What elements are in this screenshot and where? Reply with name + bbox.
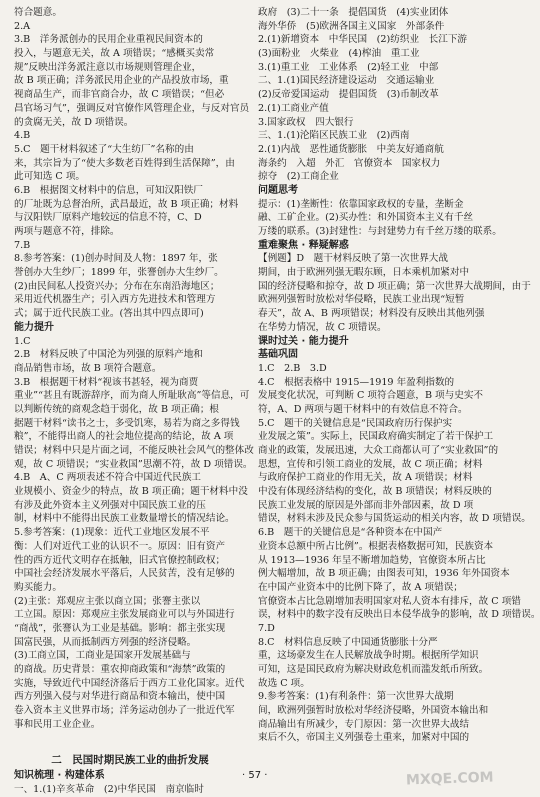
left-col-line: 衡：人们对近代工业的认识不一。原因：旧有资产 (14, 540, 226, 552)
right-col-line: 商业的政策，发展迅速，大众工商都认可了“实业救国”的 (258, 445, 499, 456)
right-col-line: 海外华侨 (5)欧洲各国主义国家 外部条件 (258, 20, 445, 32)
left-col-line: 符合题意。 (14, 7, 62, 18)
left-col-line: “商战”，张謇认为工业是基础。影响：都主张实现 (14, 622, 226, 634)
left-col-line: 的厂址既为总督治所，武昌最近，故 B 项正确；材料 (14, 198, 239, 210)
left-col-line: 能力提升 (14, 321, 54, 333)
right-col-line: 重，这场豪发生在人民解放战争时期。根据所学知识 (258, 650, 479, 662)
right-col-line: 8.C 材料信息反映了中国通货膨胀十分严 (258, 636, 438, 648)
left-col-line: 制，材料中不能得出民族工业数量增长的情况结论。 (14, 513, 235, 525)
right-col-line: 4.C 根据表格中 1915—1919 年盈利指数的 (258, 376, 455, 388)
right-column (258, 6, 540, 745)
right-col-line: 在华势力情况，故 C 项错误。 (258, 321, 387, 333)
page-number: · 57 · (242, 770, 268, 781)
left-col-line: 知识梳理 · 构建体系 (14, 770, 105, 782)
right-col-line: 间，欧洲列强暂时放松对华经济侵略，外国资本输出和 (258, 705, 489, 717)
right-col-line: 期间，由于欧洲列强无暇东顾，日本乘机加紧对中 (258, 267, 470, 279)
left-col-line: (3)工商立国，工商业是国家开发展基础与 (14, 650, 191, 662)
right-col-line: 政府 (3)二十一条 提倡国货 (4)实业团体 (258, 7, 449, 18)
left-col-line: 的贪腐无关，故 D 项错误。 (14, 116, 134, 128)
right-col-line: 三、1.(1)沦陷区民族工业 (2)西南 (258, 130, 410, 142)
left-col-line: 5.参考答案：(1)现象：近代工业地区发展不平 (14, 527, 210, 539)
left-col-line: 的商战。历史背景：重农抑商政策和“海禁”政策的 (14, 664, 226, 675)
left-col-line: 1.C (14, 335, 31, 347)
right-col-line: 1.C 2.B 3.D (258, 362, 327, 374)
right-col-line: 欧洲列强暂时放松对华侵略，民族工业出现“短暂 (258, 294, 465, 306)
left-col-line: 2.B 材料反映了中国沦为列强的原料产地和 (14, 349, 203, 361)
left-col-line: 国富民强，从而抵制西方列强的经济侵略。 (14, 636, 197, 648)
left-col-line: 2.A (14, 20, 31, 32)
right-col-line: 思想，宣传和引领工商业的发展，故 C 项正确；材料 (258, 458, 483, 470)
right-col-line: 符，A、D 两项与题干材料中的有效信息不符合。 (258, 403, 468, 415)
left-col-line: 6.B 根据图文材料中的信息，可知汉阳铁厂 (14, 184, 203, 196)
left-col-line: 以判断传统的商观念趋于弱化，故 B 项正确；根 (14, 403, 220, 415)
left-col-line: 中国社会经济发展水平落后，人民贫苦，没有足够的 (14, 568, 235, 580)
left-col-line: 3.B 洋务派创办的民用企业重视民间资本的 (14, 34, 203, 46)
left-col-line: 二 民国时期民族工业的曲折发展 (51, 754, 209, 767)
left-col-line: 采用近代机器生产；引入西方先进技术和管理方 (14, 294, 216, 306)
right-col-line: 2.(1)新增资本 中华民国 (2)纺织业 长江下游 (258, 34, 468, 46)
right-col-line: 商品输出有所减少，专门原因：第一次世界大战结 (258, 718, 470, 730)
right-col-line: 业发展之策”。实际上，民国政府确实制定了若干保护工 (258, 431, 494, 443)
left-col-line: 5.C 题干材料叙述了“大生纺厂”名称的由 (14, 143, 194, 155)
right-col-line: 海条约 入超 外汇 官僚资本 国家权力 (258, 157, 441, 169)
left-col-line: 来，其宗旨为了“使大多数老百姓得到生活保障”，由 (14, 157, 235, 169)
right-col-line: 2.(1)内战 恶性通货膨胀 中美友好通商航 (258, 143, 444, 155)
left-col-line: 商品销售市场，故 B 项符合题意。 (14, 362, 162, 374)
left-col-line: 实施，导致近代中国经济落后于西方工业化国家。近代 (14, 677, 245, 689)
left-col-line: 工立国。原因：郑观应主张发展商业可以与外国进行 (14, 609, 235, 621)
left-col-line: 观，故 C 项错误；“实业救国”思潮不符，故 D 项错误。 (14, 458, 253, 470)
right-col-line: (2)反帝爱国运动 提倡国货 (3)币制改革 (258, 89, 439, 101)
right-col-line: 【例题】D 题干材料反映了第一次世界大战 (258, 253, 448, 265)
right-col-line: 可知，这是国民政府为解决财政危机而滥发纸币所致。 (258, 664, 489, 675)
watermark-logo: MXQE.COM (406, 769, 495, 789)
right-col-line: 5.C 题干的关键信息是“民国政府历行保护实 (258, 417, 453, 429)
right-col-line: 错误，材料未涉及民众参与国货运动的相关内容，故 D 项错误。 (258, 513, 531, 525)
right-col-line: 在中国产业资本中的比例下降了，故 A 项错误； (258, 581, 463, 593)
left-col-line: 购买能力。 (14, 581, 62, 593)
left-col-line: (2)主张：郑观应主张以商立国；张謇主张以 (14, 595, 201, 607)
right-col-line: 误，材料中的数字没有反映出日本侵华战争的影响，故 D 项错误。 (258, 609, 540, 621)
right-col-line: 6.B 题干的关键信息是“各种资本在中国产 (258, 527, 443, 539)
left-col-line: 事和民用工业企业。 (14, 718, 101, 730)
right-col-line: 融、工矿企业。(2)买办性：和外国资本主义有千丝 (258, 212, 474, 224)
right-col-line: 课时过关 · 能力提升 (258, 335, 349, 347)
right-col-line: 民族工业发展的原因是外部而非外部因素，故 D 项 (258, 499, 474, 511)
left-col-line: 与汉阳铁厂原料产地较远的信息不符，C、D (14, 212, 202, 224)
right-col-line: 2.(1)工商业产值 (258, 102, 329, 114)
left-col-line: 此可知选 C 项。 (14, 171, 86, 183)
right-col-line: (3)面粉业 火柴业 (4)榨油 重工业 (258, 48, 420, 60)
left-col-line: 卷入资本主义世界市场；洋务运动创办了一批近代军 (14, 705, 235, 717)
left-col-line: 据题干材料“读书之士，多受饥寒，易若为商之多得钱 (14, 417, 240, 429)
left-col-line: 8.参考答案：(1)创办时间及人物：1897 年，张 (14, 253, 218, 265)
right-col-line: 春天”，故 A、B 两项错误；材料没有反映出其他列强 (258, 308, 485, 320)
right-col-line: 万缕的联系。(3)封建性：与封建势力有千丝万缕的联系。 (258, 226, 502, 237)
left-col-line: 7.B (14, 239, 31, 251)
left-col-line: 西方列强入侵与对华进行商品和资本输出，使中国 (14, 691, 226, 703)
left-col-line: 4.B (14, 130, 31, 142)
left-col-line: 式；属于近代民族工业。(答出其中四点即可) (14, 308, 204, 320)
left-col-line: 故 B 项正确；洋务派民用企业的产品投放市场，重 (14, 75, 229, 87)
left-col-line: 视商品生产，而非官商合办，故 C 项错误；“但必 (14, 89, 225, 101)
right-col-line: 3.国家政权 四大银行 (258, 116, 354, 128)
right-col-line: 7.D (258, 622, 275, 634)
right-col-line: 基础巩固 (258, 349, 298, 361)
right-col-line: 业资本总额中所占比例”。根据表格数据可知，民族资本 (258, 540, 494, 552)
left-col-line: 重业”“甚且有既游辞序，而为商人所耻耿高”等信息，可 (14, 390, 250, 402)
left-column (14, 6, 254, 797)
right-col-line: 故选 C 项。 (258, 677, 310, 689)
left-col-line: 有涉及此外资本主义列强对中国民族工业的压 (14, 499, 206, 511)
right-col-line: 二、1.(1)国民经济建设运动 交通运输业 (258, 75, 435, 87)
right-col-line: 3.(1)重工业 工业体系 (2)轻工业 中部 (258, 61, 439, 73)
right-col-line: 例大幅增加，故 B 项正确；由图表可知，1936 年外国资本 (258, 568, 510, 580)
right-col-line: 提示：(1)垄断性：依靠国家政权的专量，垄断金 (258, 198, 464, 210)
left-col-line: 性的西方近代文明存在抵触，旧式官僚控制政权； (14, 554, 226, 566)
left-col-line: 昌官场习气”，强调反对官僚作风管理企业，与反对官员 (14, 102, 250, 114)
right-col-line: 掠夺 (2)工商企业 (258, 171, 339, 183)
left-col-line: 规”反映出洋务派注意以市场规则管理企业， (14, 61, 202, 73)
left-col-line: 4.B A、C 两项表述不符合中国近代民族工 (14, 472, 202, 484)
left-col-line: 誉创办大生纱厂；1899 年，张謇创办大生纱厂。 (14, 267, 224, 279)
left-col-line: 两项与题意不符，排除。 (14, 226, 120, 237)
right-col-line: 官僚资本占比急剧增加表明国家对私人资本有排斥，故 C 项错 (258, 595, 521, 607)
right-col-line: 重难聚焦 · 释疑解惑 (258, 239, 349, 251)
left-col-line: 一、1.(1)辛亥革命 (2)中华民国 南京临时 (14, 783, 204, 795)
left-col-line: 3.B 根据题干材料“视该书甚轻，视为商贾 (14, 376, 199, 388)
left-col-line: 投入，与题意无关，故 A 项错误；“感概买卖常 (14, 48, 215, 60)
right-col-line: 从 1913—1936 年呈不断增加趋势，官僚资本所占比 (258, 554, 486, 566)
right-col-line: 9.参考答案：(1)有利条件：第一次世界大战期 (258, 691, 454, 703)
right-col-line: 国的经济侵略和掠夺，故 D 项正确；第一次世界大战期间，由于 (258, 280, 531, 292)
left-col-line: 业规模小、资金少的特点，故 B 项正确；题干材料中没 (14, 486, 248, 498)
left-col-line: 粮”，不能得出商人的社会地位提高的结论，故 A 项 (14, 431, 234, 443)
left-col-line: (2)由民间私人投资兴办；分布在东南沿海地区； (14, 280, 220, 292)
right-col-line: 束后不久，帝国主义列强卷土重来，加紧对中国的 (258, 732, 470, 744)
left-col-line: 错误；材料中只是片面之词，不能反映社会风气的整体改 (14, 445, 254, 456)
right-col-line: 问题思考 (258, 184, 298, 196)
right-col-line: 中没有体现经济结构的变化，故 B 项错误；材料反映的 (258, 486, 492, 498)
right-col-line: 发展变化状况，可判断 C 项符合题意，B 项与史实不 (258, 390, 484, 402)
left-col-line (14, 731, 246, 745)
right-col-line: 与政府保护工商业的作用无关，故 A 项错误；材料 (258, 472, 473, 484)
